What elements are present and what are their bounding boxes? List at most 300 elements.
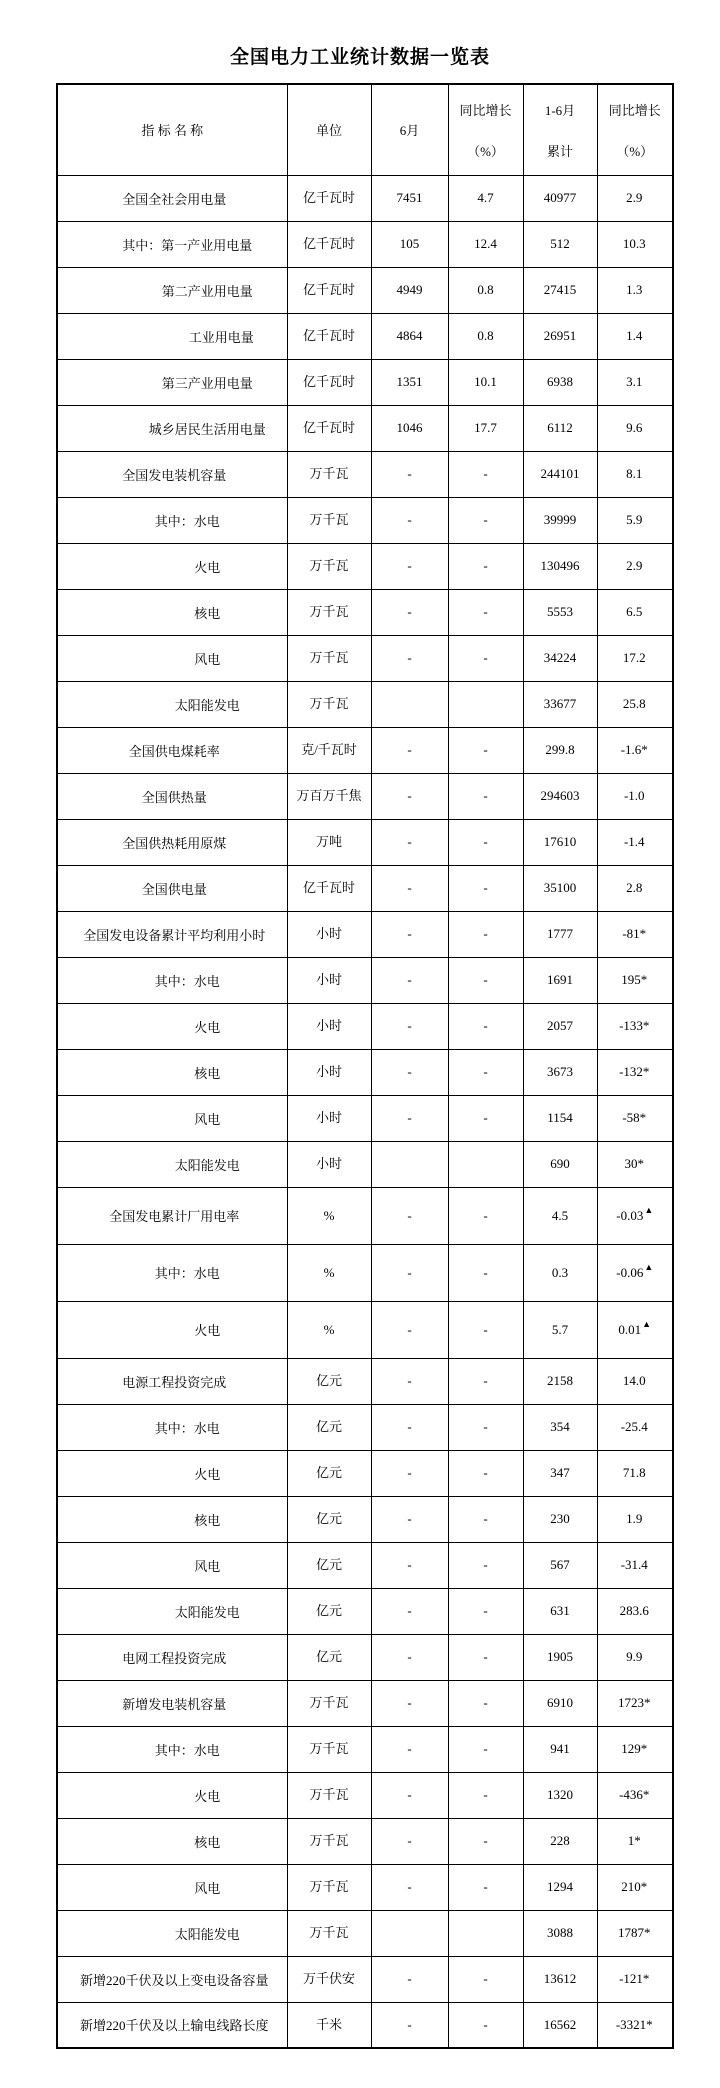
june-yoy-cell: - [448, 1450, 523, 1496]
table-row [57, 267, 673, 313]
table-row [57, 635, 673, 681]
cumulative-yoy-value: -81* [622, 926, 647, 941]
cumulative-yoy-value: -3321* [615, 2016, 653, 2032]
cumulative-yoy-cell [597, 865, 673, 911]
june-value-cell: - [371, 1301, 448, 1358]
cumulative-yoy-cell [597, 1244, 673, 1301]
indicator-cell: 太阳能发电 [57, 1588, 287, 1634]
table-row [57, 1726, 673, 1772]
cumulative-value-cell: 5.7 [523, 1301, 597, 1358]
cumulative-yoy-value: -25.4 [620, 1419, 648, 1434]
cumulative-yoy-cell [597, 1956, 673, 2002]
unit-cell: 亿元 [287, 1496, 371, 1542]
indicator-cell: 其中：水电 [57, 1404, 287, 1450]
june-yoy-cell: - [448, 727, 523, 773]
cumulative-yoy-cell [597, 359, 673, 405]
triangle-up-icon: ▲ [644, 1261, 654, 1272]
col-header-cumulative-line1: 1-6月 [544, 102, 576, 118]
cumulative-value-cell: 244101 [523, 451, 597, 497]
june-value-cell: - [371, 1680, 448, 1726]
cumulative-yoy-value: -0.06 [616, 1264, 644, 1280]
table-body [57, 175, 673, 2048]
june-yoy-cell: - [448, 543, 523, 589]
cumulative-yoy-cell [597, 221, 673, 267]
cumulative-yoy-cell [597, 1818, 673, 1864]
june-yoy-cell: - [448, 635, 523, 681]
cumulative-yoy-value: -58* [622, 1110, 647, 1125]
cumulative-yoy-value: 129* [621, 1741, 648, 1756]
june-value-cell: - [371, 727, 448, 773]
unit-cell: 万百万千焦 [287, 773, 371, 819]
cumulative-yoy-cell [597, 405, 673, 451]
june-yoy-cell: 0.8 [448, 313, 523, 359]
cumulative-yoy-value: -1.0 [623, 788, 645, 803]
cumulative-value-cell: 6910 [523, 1680, 597, 1726]
cumulative-yoy-cell [597, 957, 673, 1003]
june-yoy-cell: - [448, 2002, 523, 2048]
june-value-cell: - [371, 865, 448, 911]
june-value-cell: - [371, 1588, 448, 1634]
unit-cell: 万吨 [287, 819, 371, 865]
cumulative-yoy-cell [597, 1542, 673, 1588]
cumulative-yoy-cell [597, 1864, 673, 1910]
unit-cell: 亿元 [287, 1588, 371, 1634]
col-header-cumulative-line2: 累计 [546, 143, 573, 159]
unit-cell: 小时 [287, 911, 371, 957]
cumulative-yoy-value: -0.03 [616, 1207, 644, 1223]
indicator-cell: 核电 [57, 1049, 287, 1095]
unit-cell: 万千瓦 [287, 1772, 371, 1818]
cumulative-value-cell: 130496 [523, 543, 597, 589]
june-yoy-cell: - [448, 1772, 523, 1818]
cumulative-yoy-cell [597, 1095, 673, 1141]
cumulative-yoy-value: 1787* [618, 1925, 651, 1940]
cumulative-value-cell: 40977 [523, 175, 597, 221]
indicator-cell: 电源工程投资完成 [57, 1358, 287, 1404]
col-header-cum-yoy [597, 84, 673, 175]
cumulative-value-cell: 228 [523, 1818, 597, 1864]
cumulative-value-cell: 631 [523, 1588, 597, 1634]
june-value-cell: - [371, 1095, 448, 1141]
unit-cell: 亿千瓦时 [287, 175, 371, 221]
cumulative-yoy-value: 10.3 [622, 236, 646, 251]
indicator-cell: 第二产业用电量 [57, 267, 287, 313]
june-value-cell: - [371, 1404, 448, 1450]
june-value-cell: - [371, 957, 448, 1003]
col-header-june-yoy [448, 84, 523, 175]
cumulative-value-cell: 2057 [523, 1003, 597, 1049]
june-yoy-cell: - [448, 589, 523, 635]
june-value-cell: 4949 [371, 267, 448, 313]
cumulative-yoy-cell [597, 1450, 673, 1496]
june-value-cell: - [371, 1726, 448, 1772]
unit-cell: 亿千瓦时 [287, 313, 371, 359]
june-yoy-cell: - [448, 1588, 523, 1634]
cumulative-value-cell: 6112 [523, 405, 597, 451]
triangle-up-icon: ▲ [644, 1204, 654, 1215]
table-row [57, 405, 673, 451]
indicator-cell: 全国发电设备累计平均利用小时 [57, 911, 287, 957]
indicator-cell: 电网工程投资完成 [57, 1634, 287, 1680]
indicator-cell: 其中：水电 [57, 1726, 287, 1772]
cumulative-yoy-cell [597, 1910, 673, 1956]
col-header-cum-yoy-line1: 同比增长 [608, 102, 661, 118]
indicator-cell: 太阳能发电 [57, 681, 287, 727]
col-header-june-yoy-line1: 同比增长 [459, 102, 512, 118]
cumulative-yoy-value: 8.1 [626, 466, 643, 481]
table-row [57, 589, 673, 635]
cumulative-value-cell: 347 [523, 1450, 597, 1496]
cumulative-yoy-value: 30* [624, 1156, 644, 1171]
table-row [57, 773, 673, 819]
june-value-cell: - [371, 1542, 448, 1588]
cumulative-yoy-value: 2.8 [626, 880, 643, 895]
indicator-cell: 其中：水电 [57, 957, 287, 1003]
table-row [57, 2002, 673, 2048]
unit-cell: 亿元 [287, 1404, 371, 1450]
cumulative-value-cell: 941 [523, 1726, 597, 1772]
unit-cell: 万千伏安 [287, 1956, 371, 2002]
col-header-june-yoy-line2: （%） [467, 143, 504, 159]
table-row [57, 359, 673, 405]
table-row [57, 819, 673, 865]
cumulative-yoy-value: 0.01 [618, 1321, 642, 1337]
cumulative-yoy-cell [597, 543, 673, 589]
cumulative-yoy-value: -1.4 [623, 834, 645, 849]
col-header-june: 6月 [371, 84, 448, 175]
cumulative-value-cell: 2158 [523, 1358, 597, 1404]
june-value-cell [371, 1141, 448, 1187]
cumulative-yoy-cell [597, 1187, 673, 1244]
unit-cell: 万千瓦 [287, 1818, 371, 1864]
unit-cell: 万千瓦 [287, 681, 371, 727]
cumulative-value-cell: 1691 [523, 957, 597, 1003]
cumulative-yoy-cell [597, 773, 673, 819]
june-yoy-cell: - [448, 1542, 523, 1588]
table-row [57, 1358, 673, 1404]
indicator-cell: 新增发电装机容量 [57, 1680, 287, 1726]
indicator-cell: 风电 [57, 1864, 287, 1910]
indicator-cell: 风电 [57, 1095, 287, 1141]
table-row [57, 497, 673, 543]
indicator-cell: 其中：第一产业用电量 [57, 221, 287, 267]
indicator-cell: 新增220千伏及以上变电设备容量 [57, 1956, 287, 2002]
june-value-cell: 7451 [371, 175, 448, 221]
indicator-cell: 其中：水电 [57, 497, 287, 543]
cumulative-yoy-cell [597, 1726, 673, 1772]
table-row [57, 1450, 673, 1496]
cumulative-yoy-value: 1.4 [626, 328, 643, 343]
june-yoy-cell: 12.4 [448, 221, 523, 267]
unit-cell: 万千瓦 [287, 635, 371, 681]
indicator-cell: 全国供热耗用原煤 [57, 819, 287, 865]
june-yoy-cell: - [448, 1049, 523, 1095]
cumulative-yoy-value: 1723* [618, 1695, 651, 1710]
col-header-cum-yoy-line2: （%） [616, 143, 654, 159]
cumulative-value-cell: 0.3 [523, 1244, 597, 1301]
june-yoy-cell: - [448, 1496, 523, 1542]
cumulative-yoy-cell [597, 1634, 673, 1680]
unit-cell: 小时 [287, 957, 371, 1003]
cumulative-yoy-cell [597, 451, 673, 497]
cumulative-value-cell: 27415 [523, 267, 597, 313]
unit-cell: 亿元 [287, 1450, 371, 1496]
indicator-cell: 全国发电装机容量 [57, 451, 287, 497]
june-yoy-cell: - [448, 1864, 523, 1910]
cumulative-yoy-value: 1.9 [626, 1511, 643, 1526]
cumulative-yoy-value: 14.0 [622, 1373, 646, 1388]
cumulative-yoy-value: 17.2 [622, 650, 646, 665]
june-value-cell: - [371, 1358, 448, 1404]
indicator-cell: 工业用电量 [57, 313, 287, 359]
unit-cell: % [287, 1244, 371, 1301]
cumulative-yoy-cell [597, 2002, 673, 2048]
june-value-cell: - [371, 543, 448, 589]
june-yoy-cell: - [448, 1301, 523, 1358]
indicator-cell: 其中：水电 [57, 1244, 287, 1301]
june-value-cell: - [371, 1864, 448, 1910]
unit-cell: 万千瓦 [287, 1864, 371, 1910]
june-value-cell: - [371, 589, 448, 635]
table-row [57, 1244, 673, 1301]
table-row [57, 1680, 673, 1726]
cumulative-value-cell: 3673 [523, 1049, 597, 1095]
indicator-cell: 风电 [57, 635, 287, 681]
unit-cell: 万千瓦 [287, 1726, 371, 1772]
cumulative-value-cell: 354 [523, 1404, 597, 1450]
june-value-cell [371, 1910, 448, 1956]
cumulative-yoy-value: 283.6 [619, 1603, 649, 1618]
june-value-cell: - [371, 1187, 448, 1244]
cumulative-yoy-value: 2.9 [626, 558, 643, 573]
june-value-cell: 1351 [371, 359, 448, 405]
june-value-cell: - [371, 1049, 448, 1095]
cumulative-yoy-cell [597, 497, 673, 543]
june-value-cell: - [371, 819, 448, 865]
cumulative-yoy-cell [597, 1141, 673, 1187]
table-row [57, 1634, 673, 1680]
cumulative-value-cell: 17610 [523, 819, 597, 865]
cumulative-value-cell: 39999 [523, 497, 597, 543]
june-yoy-cell: - [448, 1095, 523, 1141]
unit-cell: 亿元 [287, 1634, 371, 1680]
unit-cell: 克/千瓦时 [287, 727, 371, 773]
june-value-cell: - [371, 1634, 448, 1680]
cumulative-value-cell: 26951 [523, 313, 597, 359]
table-row [57, 1818, 673, 1864]
june-yoy-cell: 0.8 [448, 267, 523, 313]
cumulative-value-cell: 4.5 [523, 1187, 597, 1244]
col-header-indicator: 指 标 名 称 [57, 84, 287, 175]
june-yoy-cell: - [448, 1187, 523, 1244]
indicator-cell: 新增220千伏及以上输电线路长度 [57, 2002, 287, 2048]
june-yoy-cell [448, 1141, 523, 1187]
unit-cell: 小时 [287, 1095, 371, 1141]
unit-cell: 亿千瓦时 [287, 865, 371, 911]
cumulative-yoy-value: 195* [621, 972, 648, 987]
cumulative-yoy-value: -1.6* [620, 742, 648, 757]
table-row [57, 1496, 673, 1542]
cumulative-yoy-value: 71.8 [622, 1465, 646, 1480]
cumulative-yoy-cell [597, 911, 673, 957]
cumulative-yoy-cell [597, 313, 673, 359]
june-yoy-cell: 10.1 [448, 359, 523, 405]
unit-cell: 万千瓦 [287, 543, 371, 589]
june-yoy-cell: - [448, 1818, 523, 1864]
unit-cell: % [287, 1187, 371, 1244]
unit-cell: 万千瓦 [287, 1910, 371, 1956]
cumulative-value-cell: 35100 [523, 865, 597, 911]
unit-cell: 亿千瓦时 [287, 221, 371, 267]
cumulative-yoy-value: 6.5 [626, 604, 643, 619]
unit-cell: 亿千瓦时 [287, 405, 371, 451]
cumulative-yoy-value: 9.6 [626, 420, 643, 435]
table-row [57, 1049, 673, 1095]
unit-cell: 万千瓦 [287, 589, 371, 635]
unit-cell: 小时 [287, 1003, 371, 1049]
unit-cell: 小时 [287, 1141, 371, 1187]
june-value-cell: - [371, 635, 448, 681]
table-row [57, 1588, 673, 1634]
june-yoy-cell: - [448, 1404, 523, 1450]
unit-cell: % [287, 1301, 371, 1358]
unit-cell: 万千瓦 [287, 451, 371, 497]
june-value-cell: - [371, 1450, 448, 1496]
june-yoy-cell: 17.7 [448, 405, 523, 451]
indicator-cell: 全国供电煤耗率 [57, 727, 287, 773]
cumulative-value-cell: 3088 [523, 1910, 597, 1956]
cumulative-yoy-cell [597, 1404, 673, 1450]
cumulative-yoy-value: 1.3 [626, 282, 643, 297]
june-value-cell [371, 681, 448, 727]
indicator-cell: 全国供热量 [57, 773, 287, 819]
cumulative-yoy-value: 210* [621, 1879, 648, 1894]
cumulative-value-cell: 567 [523, 1542, 597, 1588]
indicator-cell: 火电 [57, 1450, 287, 1496]
cumulative-value-cell: 512 [523, 221, 597, 267]
table-row [57, 727, 673, 773]
june-yoy-cell [448, 1910, 523, 1956]
june-yoy-cell: - [448, 1680, 523, 1726]
cumulative-yoy-value: 9.9 [626, 1649, 643, 1664]
cumulative-yoy-cell [597, 681, 673, 727]
unit-cell: 小时 [287, 1049, 371, 1095]
indicator-cell: 全国发电累计厂用电率 [57, 1187, 287, 1244]
cumulative-yoy-cell [597, 819, 673, 865]
june-yoy-cell: - [448, 1956, 523, 2002]
unit-cell: 亿千瓦时 [287, 267, 371, 313]
indicator-cell: 火电 [57, 1772, 287, 1818]
cumulative-yoy-cell [597, 1496, 673, 1542]
june-value-cell: - [371, 773, 448, 819]
table-row [57, 221, 673, 267]
indicator-cell: 第三产业用电量 [57, 359, 287, 405]
table-row [57, 1003, 673, 1049]
indicator-cell: 太阳能发电 [57, 1910, 287, 1956]
table-row [57, 911, 673, 957]
cumulative-yoy-value: -436* [619, 1787, 650, 1802]
june-value-cell: - [371, 2002, 448, 2048]
table-row [57, 957, 673, 1003]
cumulative-value-cell: 6938 [523, 359, 597, 405]
table-row [57, 681, 673, 727]
table-row [57, 451, 673, 497]
cumulative-yoy-cell [597, 1049, 673, 1095]
indicator-cell: 核电 [57, 589, 287, 635]
col-header-unit: 单位 [287, 84, 371, 175]
june-yoy-cell: - [448, 1003, 523, 1049]
col-header-cumulative [523, 84, 597, 175]
june-value-cell: 4864 [371, 313, 448, 359]
cumulative-yoy-value: -121* [619, 1971, 650, 1986]
indicator-cell: 火电 [57, 1003, 287, 1049]
table-row [57, 1910, 673, 1956]
table-row [57, 1141, 673, 1187]
june-yoy-cell: 4.7 [448, 175, 523, 221]
cumulative-yoy-cell [597, 267, 673, 313]
cumulative-yoy-value: 2.9 [626, 190, 643, 205]
june-value-cell: - [371, 1496, 448, 1542]
table-row [57, 1864, 673, 1910]
cumulative-value-cell: 1294 [523, 1864, 597, 1910]
table-row [57, 1404, 673, 1450]
june-yoy-cell [448, 681, 523, 727]
cumulative-value-cell: 299.8 [523, 727, 597, 773]
cumulative-value-cell: 1154 [523, 1095, 597, 1141]
cumulative-yoy-value: -132* [619, 1064, 650, 1079]
cumulative-value-cell: 690 [523, 1141, 597, 1187]
power-statistics-table [56, 83, 674, 2049]
unit-cell: 亿元 [287, 1542, 371, 1588]
cumulative-yoy-value: -133* [619, 1018, 650, 1033]
cumulative-value-cell: 230 [523, 1496, 597, 1542]
june-value-cell: 1046 [371, 405, 448, 451]
june-yoy-cell: - [448, 819, 523, 865]
table-row [57, 865, 673, 911]
june-yoy-cell: - [448, 865, 523, 911]
indicator-cell: 火电 [57, 1301, 287, 1358]
unit-cell: 万千瓦 [287, 1680, 371, 1726]
table-row [57, 1095, 673, 1141]
cumulative-yoy-value: 3.1 [626, 374, 643, 389]
indicator-cell: 太阳能发电 [57, 1141, 287, 1187]
cumulative-yoy-cell [597, 727, 673, 773]
june-yoy-cell: - [448, 911, 523, 957]
june-value-cell: - [371, 451, 448, 497]
cumulative-value-cell: 294603 [523, 773, 597, 819]
june-value-cell: 105 [371, 221, 448, 267]
cumulative-value-cell: 1777 [523, 911, 597, 957]
cumulative-yoy-value: -31.4 [620, 1557, 648, 1572]
triangle-up-icon: ▲ [642, 1318, 652, 1329]
june-yoy-cell: - [448, 1358, 523, 1404]
table-row [57, 175, 673, 221]
cumulative-value-cell: 1905 [523, 1634, 597, 1680]
cumulative-value-cell: 34224 [523, 635, 597, 681]
cumulative-yoy-value: 1* [627, 1833, 641, 1848]
table-row [57, 313, 673, 359]
cumulative-yoy-cell [597, 175, 673, 221]
unit-cell: 千米 [287, 2002, 371, 2048]
june-yoy-cell: - [448, 1244, 523, 1301]
unit-cell: 亿元 [287, 1358, 371, 1404]
june-yoy-cell: - [448, 1634, 523, 1680]
june-value-cell: - [371, 1003, 448, 1049]
june-value-cell: - [371, 497, 448, 543]
cumulative-yoy-cell [597, 1358, 673, 1404]
indicator-cell: 城乡居民生活用电量 [57, 405, 287, 451]
cumulative-yoy-cell [597, 1588, 673, 1634]
